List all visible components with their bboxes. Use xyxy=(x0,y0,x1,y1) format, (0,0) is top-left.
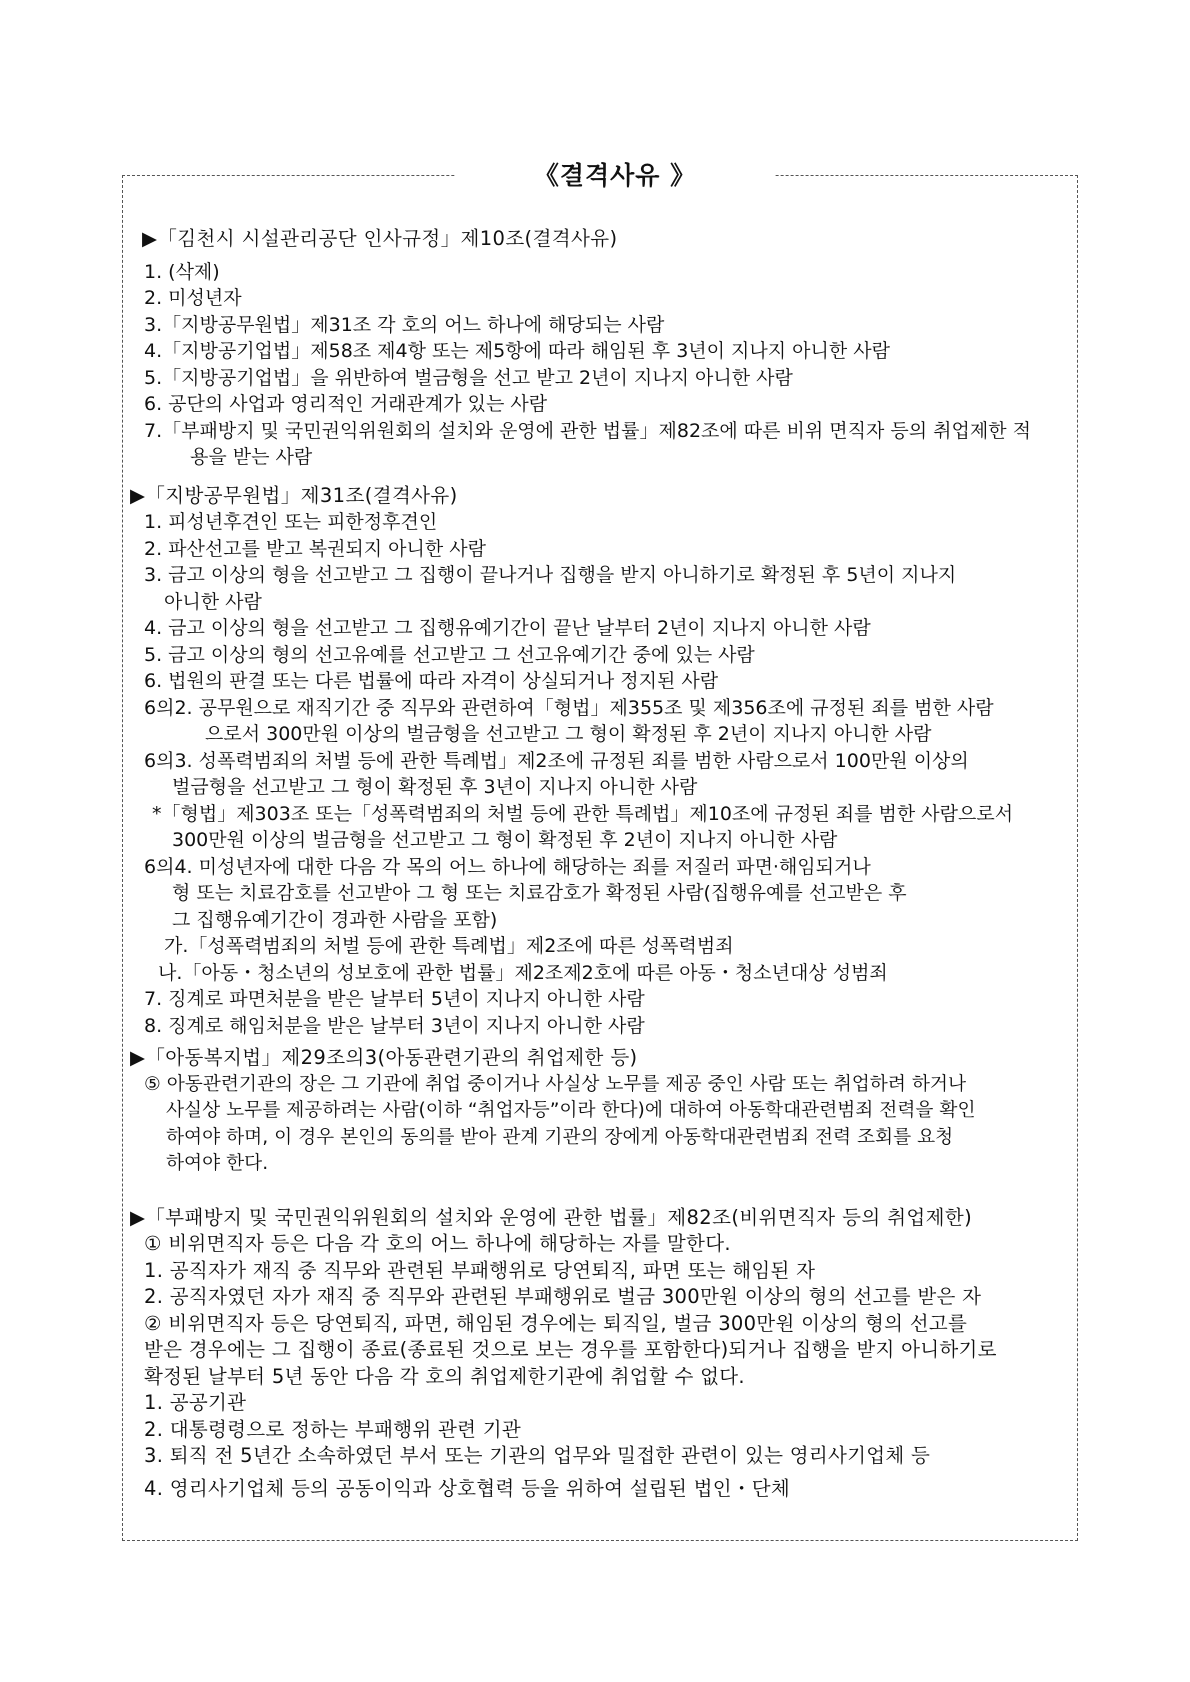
section-child-welfare-act xyxy=(130,1045,1075,1178)
list-item: 6의4. 미성년자에 대한 다음 각 목의 어느 하나에 해당하는 죄를 저질러 파면·해임되거나 xyxy=(144,855,871,878)
list-item: 8. 징계로 해임처분을 받은 날부터 3년이 지나지 아니한 사람 xyxy=(144,1014,645,1037)
list-item-continuation: 사실상 노무를 제공하려는 사람(이하 “취업자등”이라 한다)에 대하여 아동학대관련범죄 전력을 확인 xyxy=(166,1100,976,1121)
list-item-continuation: 형 또는 치료감호를 선고받아 그 형 또는 치료감호가 확정된 사람(집행유예를 선고받은 후 xyxy=(172,882,907,904)
list-item: 2. 공직자였던 자가 재직 중 직무와 관련된 부패행위로 벌금 300만원 이상의 형의 선고를 받은 자 xyxy=(144,1285,982,1308)
list-item: 6의2. 공무원으로 재직기간 중 직무와 관련하여「형법」제355조 및 제356조에 규정된 죄를 범한 사람 xyxy=(144,696,994,719)
list-item: 5. 금고 이상의 형의 선고유예를 선고받고 그 선고유예기간 중에 있는 사람 xyxy=(144,643,755,666)
list-item: 1. 공직자가 재직 중 직무와 관련된 부패행위로 당연퇴직, 파면 또는 해임된 자 xyxy=(144,1258,816,1282)
document-body xyxy=(130,226,1075,1502)
list-item: 2. 미성년자 xyxy=(144,287,242,309)
list-item: 2. 파산선고를 받고 복권되지 아니한 사람 xyxy=(144,537,486,560)
list-item: 2. 대통령령으로 정하는 부패행위 관련 기관 xyxy=(144,1417,522,1441)
list-item-continuation: 확정된 날부터 5년 동안 다음 각 호의 취업제한기관에 취업할 수 없다. xyxy=(144,1364,745,1388)
section-anti-corruption-act xyxy=(130,1205,1075,1503)
list-item: 1. (삭제) xyxy=(144,260,220,283)
list-item: 4.「지방공기업법」제58조 제4항 또는 제5항에 따라 해임된 후 3년이 지나지 아니한 사람 xyxy=(144,340,890,362)
list-item: 1. 피성년후견인 또는 피한정후견인 xyxy=(144,511,438,533)
sub-list-item: 가.「성폭력범죄의 처벌 등에 관한 특례법」제2조에 따른 성폭력범죄 xyxy=(164,935,734,957)
sub-list-item: 나.「아동・청소년의 성보호에 관한 법률」제2조제2호에 따른 아동・청소년대상 성범죄 xyxy=(158,961,888,984)
list-item: 1. 공공기관 xyxy=(144,1391,247,1414)
list-item: ② 비위면직자 등은 당연퇴직, 파면, 해임된 경우에는 퇴직일, 벌금 300만원 이상의 형의 선고를 xyxy=(144,1311,968,1335)
section-local-public-officials-act xyxy=(130,483,1075,1040)
list-item: 3. 금고 이상의 형을 선고받고 그 집행이 끝나거나 집행을 받지 아니하기로 확정된 후 5년이 지나지 xyxy=(144,564,957,586)
list-item: 6의3. 성폭력범죄의 처벌 등에 관한 특례법」제2조에 규정된 죄를 범한 사람으로서 100만원 이상의 xyxy=(144,749,969,772)
list-item: ⑤ 아동관련기관의 장은 그 기관에 취업 중이거나 사실상 노무를 제공 중인 사람 또는 취업하려 하거나 xyxy=(144,1073,967,1095)
list-item: 4. 금고 이상의 형을 선고받고 그 집행유예기간이 끝난 날부터 2년이 지나지 아니한 사람 xyxy=(144,617,871,639)
section-heading: ▶「지방공무원법」제31조(결격사유) xyxy=(130,483,458,507)
list-item-continuation: 벌금형을 선고받고 그 형이 확정된 후 3년이 지나지 아니한 사람 xyxy=(172,776,698,798)
list-item: 6. 공단의 사업과 영리적인 거래관계가 있는 사람 xyxy=(144,393,548,415)
page-title: 《결격사유 》 xyxy=(533,161,697,190)
section-heading: ▶「아동복지법」제29조의3(아동관련기관의 취업제한 등) xyxy=(130,1046,638,1069)
list-item: 3. 퇴직 전 5년간 소속하였던 부서 또는 기관의 업무와 밀접한 관련이 있는 영리사기업체 등 xyxy=(144,1444,931,1467)
list-item-continuation: 아니한 사람 xyxy=(164,590,262,613)
list-item-continuation: 그 집행유예기간이 경과한 사람을 포함) xyxy=(172,908,498,931)
list-item: 4. 영리사기업체 등의 공동이익과 상호협력 등을 위하여 설립된 법인・단체 xyxy=(144,1476,790,1500)
section-personnel-rules xyxy=(130,226,1075,471)
list-item: 6. 법원의 판결 또는 다른 법률에 따라 자격이 상실되거나 정지된 사람 xyxy=(144,670,719,692)
list-item-continuation: 하여야 하며, 이 경우 본인의 동의를 받아 관계 기관의 장에게 아동학대관련범죄 전력 조회를 요청 xyxy=(166,1126,954,1148)
section-heading: ▶「김천시 시설관리공단 인사규정」제10조(결격사유) xyxy=(142,227,618,250)
list-note: *「형법」제303조 또는「성폭력범죄의 처벌 등에 관한 특례법」제10조에 규정된 죄를 범한 사람으로서 xyxy=(152,802,1014,825)
list-item-continuation: 받은 경우에는 그 집행이 종료(종료된 것으로 보는 경우를 포함한다)되거나 집행을 받지 아니하기로 xyxy=(144,1338,997,1361)
title-container xyxy=(455,160,775,192)
list-item-continuation: 300만원 이상의 벌금형을 선고받고 그 형이 확정된 후 2년이 지나지 아니한 사람 xyxy=(172,829,838,851)
list-item-continuation: 하여야 한다. xyxy=(166,1153,269,1174)
list-item: 7.「부패방지 및 국민권익위원회의 설치와 운영에 관한 법률」제82조에 따른 비위 면직자 등의 취업제한 적 xyxy=(144,419,1031,442)
list-item-continuation: 으로서 300만원 이상의 벌금형을 선고받고 그 형이 확정된 후 2년이 지나지 아니한 사람 xyxy=(205,723,932,745)
list-item: 5.「지방공기업법」을 위반하여 벌금형을 선고 받고 2년이 지나지 아니한 사람 xyxy=(144,366,793,389)
section-heading: ▶「부패방지 및 국민권익위원회의 설치와 운영에 관한 법률」제82조(비위면직자 등의 취업제한) xyxy=(130,1205,973,1229)
list-item-continuation: 용을 받는 사람 xyxy=(190,446,313,468)
list-item: ① 비위면직자 등은 다음 각 호의 어느 하나에 해당하는 자를 말한다. xyxy=(144,1232,731,1255)
list-item: 7. 징계로 파면처분을 받은 날부터 5년이 지나지 아니한 사람 xyxy=(144,988,645,1010)
list-item: 3.「지방공무원법」제31조 각 호의 어느 하나에 해당되는 사람 xyxy=(144,313,665,336)
